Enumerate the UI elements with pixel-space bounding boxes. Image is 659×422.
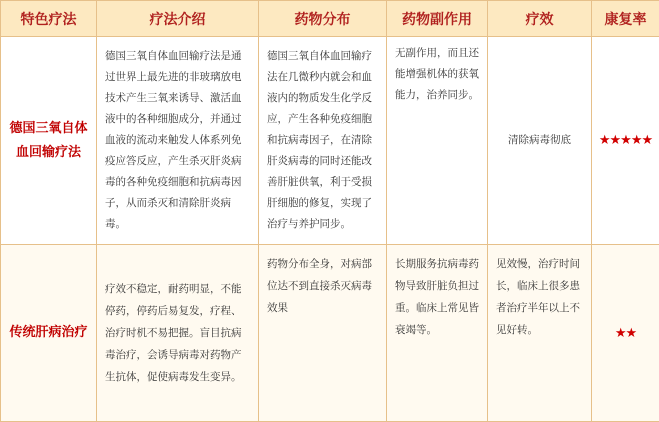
therapy-introduction: 德国三氧自体血回输疗法是通过世界上最先进的非玻璃放电技术产生三氧来诱导、激活血液中的各种细胞成分，并通过血液的流动来触发人体系列免疫应答反应，产生杀灭肝炎病毒的各种免疫细胞和抗病毒因子，从而杀灭和清除肝炎病毒。 — [97, 37, 259, 245]
recovery-rating: ★★ — [592, 245, 659, 422]
table-row — [1, 37, 659, 245]
recovery-rating: ★★★★★ — [592, 37, 659, 245]
drug-distribution: 德国三氧自体血回输疗法在几微秒内就会和血液内的物质发生化学反应，产生各种免疫细胞和抗病毒因子，在清除肝炎病毒的同时还能改善肝脏供氧，利于受损肝细胞的修复，实现了治疗与养护同步。 — [259, 37, 387, 245]
therapy-name: 德国三氧自体血回输疗法 — [1, 37, 97, 245]
side-effects: 长期服务抗病毒药物导致肝脏负担过重。临床上常见皆衰竭等。 — [387, 245, 488, 422]
header-distribution: 药物分布 — [259, 1, 387, 37]
header-therapy: 特色疗法 — [1, 1, 97, 37]
table-row — [1, 245, 659, 422]
therapy-name: 传统肝病治疗 — [1, 245, 97, 422]
efficacy: 清除病毒彻底 — [488, 37, 592, 245]
side-effects: 无副作用，而且还能增强机体的获氧能力，治养同步。 — [387, 37, 488, 245]
therapy-introduction: 疗效不稳定，耐药明显，不能停药，停药后易复发，疗程、治疗时机不易把握。盲目抗病毒治疗，会诱导病毒对药物产生抗体，促使病毒发生变异。 — [97, 245, 259, 422]
efficacy: 见效慢，治疗时间长，临床上很多患者治疗半年以上不见好转。 — [488, 245, 592, 422]
header-introduction: 疗法介绍 — [97, 1, 259, 37]
header-row — [1, 1, 659, 37]
drug-distribution: 药物分布全身，对病部位达不到直接杀灭病毒效果 — [259, 245, 387, 422]
header-side-effects: 药物副作用 — [387, 1, 488, 37]
header-recovery-rate: 康复率 — [592, 1, 659, 37]
header-efficacy: 疗效 — [488, 1, 592, 37]
